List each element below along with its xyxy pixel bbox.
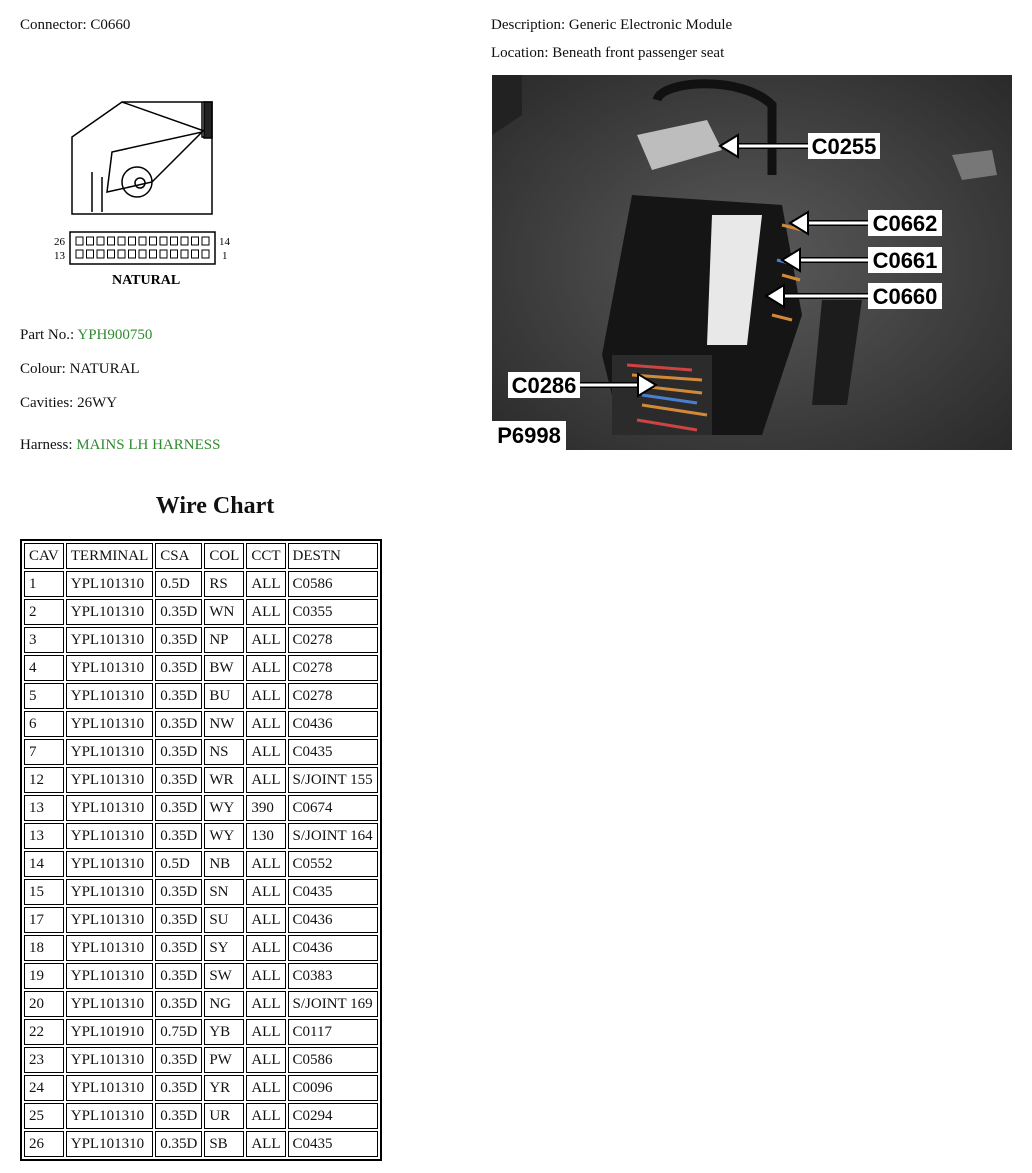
table-row xyxy=(24,991,378,1017)
table-cell: SB xyxy=(204,1131,244,1157)
table-cell: YB xyxy=(204,1019,244,1045)
cavities-label: Cavities: xyxy=(20,395,74,411)
pin-label-1: 1 xyxy=(222,250,228,262)
table-cell: YPL101310 xyxy=(66,907,154,933)
table-cell: 23 xyxy=(24,1047,64,1073)
table-cell: NS xyxy=(204,739,244,765)
table-cell: 0.35D xyxy=(155,991,202,1017)
callout-c0661-label: C0661 xyxy=(872,248,938,273)
table-cell: C0117 xyxy=(288,1019,378,1045)
table-cell: ALL xyxy=(246,711,285,737)
table-cell: S/JOINT 164 xyxy=(288,823,378,849)
wire-chart-body xyxy=(24,571,378,1157)
table-cell: 0.35D xyxy=(155,767,202,793)
table-cell: ALL xyxy=(246,851,285,877)
cavities-line xyxy=(20,395,117,412)
table-cell: C0674 xyxy=(288,795,378,821)
table-cell: YPL101310 xyxy=(66,571,154,597)
table-cell: YPL101310 xyxy=(66,683,154,709)
table-cell: C0436 xyxy=(288,711,378,737)
table-cell: NG xyxy=(204,991,244,1017)
table-cell: 12 xyxy=(24,767,64,793)
pin-label-13: 13 xyxy=(54,250,65,262)
location-label: Location: xyxy=(491,45,549,61)
callout-c0662-label: C0662 xyxy=(872,211,938,236)
table-cell: C0435 xyxy=(288,879,378,905)
connector-drawing xyxy=(52,92,252,292)
table-cell: 20 xyxy=(24,991,64,1017)
table-cell: YPL101310 xyxy=(66,1103,154,1129)
table-cell: ALL xyxy=(246,1131,285,1157)
table-cell: YPL101310 xyxy=(66,991,154,1017)
table-cell: 13 xyxy=(24,795,64,821)
table-cell: 5 xyxy=(24,683,64,709)
table-cell: ALL xyxy=(246,963,285,989)
table-cell: UR xyxy=(204,1103,244,1129)
table-cell: ALL xyxy=(246,627,285,653)
harness-label: Harness: xyxy=(20,437,73,453)
table-row xyxy=(24,683,378,709)
table-row xyxy=(24,823,378,849)
table-cell: SU xyxy=(204,907,244,933)
description-line xyxy=(491,17,732,34)
table-cell: WR xyxy=(204,767,244,793)
table-cell: 19 xyxy=(24,963,64,989)
photo-reference xyxy=(492,421,566,450)
table-cell: YPL101910 xyxy=(66,1019,154,1045)
drawing-colour-label: NATURAL xyxy=(112,273,181,288)
table-cell: C0278 xyxy=(288,683,378,709)
description-value: Generic Electronic Module xyxy=(568,17,733,33)
table-row xyxy=(24,907,378,933)
table-cell: 2 xyxy=(24,599,64,625)
table-cell: 390 xyxy=(246,795,285,821)
table-cell: C0383 xyxy=(288,963,378,989)
table-cell: YPL101310 xyxy=(66,823,154,849)
table-cell: ALL xyxy=(246,571,285,597)
pin-label-26: 26 xyxy=(54,236,65,248)
table-cell: PW xyxy=(204,1047,244,1073)
table-cell: 0.35D xyxy=(155,963,202,989)
table-cell: WY xyxy=(204,823,244,849)
column-header: CAV xyxy=(24,543,64,569)
callout-c0286-label: C0286 xyxy=(511,373,577,398)
harness-link[interactable]: MAINS LH HARNESS xyxy=(76,437,221,453)
column-header: COL xyxy=(204,543,244,569)
table-cell: 0.35D xyxy=(155,1131,202,1157)
table-cell: C0586 xyxy=(288,571,378,597)
table-cell: 13 xyxy=(24,823,64,849)
callout-c0660-label: C0660 xyxy=(872,284,938,309)
table-cell: C0278 xyxy=(288,627,378,653)
table-cell: 24 xyxy=(24,1075,64,1101)
wire-chart-table xyxy=(20,539,382,1161)
table-row xyxy=(24,627,378,653)
table-cell: YPL101310 xyxy=(66,767,154,793)
table-cell: 0.35D xyxy=(155,823,202,849)
table-cell: 0.35D xyxy=(155,739,202,765)
table-cell: NP xyxy=(204,627,244,653)
table-cell: SN xyxy=(204,879,244,905)
table-cell: 25 xyxy=(24,1103,64,1129)
table-cell: YR xyxy=(204,1075,244,1101)
table-cell: YPL101310 xyxy=(66,599,154,625)
table-row xyxy=(24,1019,378,1045)
table-cell: 0.35D xyxy=(155,711,202,737)
table-cell: YPL101310 xyxy=(66,1131,154,1157)
table-cell: NB xyxy=(204,851,244,877)
table-cell: 0.35D xyxy=(155,907,202,933)
table-cell: 0.5D xyxy=(155,571,202,597)
location-line xyxy=(491,45,724,62)
description-label: Description: xyxy=(491,17,566,33)
part-label: Part No.: xyxy=(20,327,75,343)
table-cell: 0.35D xyxy=(155,879,202,905)
table-cell: C0096 xyxy=(288,1075,378,1101)
table-cell: ALL xyxy=(246,991,285,1017)
pin-label-14: 14 xyxy=(219,236,230,248)
table-cell: YPL101310 xyxy=(66,963,154,989)
table-cell: WN xyxy=(204,599,244,625)
table-cell: C0278 xyxy=(288,655,378,681)
table-row xyxy=(24,935,378,961)
table-row xyxy=(24,963,378,989)
table-cell: YPL101310 xyxy=(66,851,154,877)
table-cell: 7 xyxy=(24,739,64,765)
table-cell: RS xyxy=(204,571,244,597)
table-cell: 0.75D xyxy=(155,1019,202,1045)
table-row xyxy=(24,879,378,905)
table-cell: 0.35D xyxy=(155,1047,202,1073)
table-cell: 0.35D xyxy=(155,655,202,681)
table-cell: C0435 xyxy=(288,739,378,765)
table-cell: 0.35D xyxy=(155,795,202,821)
table-cell: YPL101310 xyxy=(66,627,154,653)
table-cell: WY xyxy=(204,795,244,821)
connector-value: C0660 xyxy=(90,17,131,33)
table-row xyxy=(24,851,378,877)
table-cell: 0.5D xyxy=(155,851,202,877)
table-cell: ALL xyxy=(246,655,285,681)
table-cell: SY xyxy=(204,935,244,961)
table-cell: ALL xyxy=(246,1019,285,1045)
table-row xyxy=(24,711,378,737)
table-cell: 130 xyxy=(246,823,285,849)
table-cell: ALL xyxy=(246,1103,285,1129)
table-row xyxy=(24,655,378,681)
table-cell: ALL xyxy=(246,907,285,933)
table-cell: YPL101310 xyxy=(66,1047,154,1073)
table-cell: YPL101310 xyxy=(66,935,154,961)
table-row xyxy=(24,1131,378,1157)
table-cell: 0.35D xyxy=(155,935,202,961)
table-cell: 18 xyxy=(24,935,64,961)
table-cell: 6 xyxy=(24,711,64,737)
table-cell: C0552 xyxy=(288,851,378,877)
connector-latch xyxy=(204,102,212,138)
table-cell: YPL101310 xyxy=(66,795,154,821)
colour-label: Colour: xyxy=(20,361,66,377)
table-row xyxy=(24,599,378,625)
table-row xyxy=(24,1075,378,1101)
table-cell: 0.35D xyxy=(155,599,202,625)
column-header: DESTN xyxy=(288,543,378,569)
table-cell: 0.35D xyxy=(155,1075,202,1101)
table-cell: YPL101310 xyxy=(66,1075,154,1101)
connector-lever xyxy=(107,132,202,192)
table-cell: 0.35D xyxy=(155,683,202,709)
table-cell: SW xyxy=(204,963,244,989)
table-cell: 1 xyxy=(24,571,64,597)
table-cell: C0294 xyxy=(288,1103,378,1129)
wire-chart-title: Wire Chart xyxy=(155,493,275,519)
table-cell: NW xyxy=(204,711,244,737)
location-photo xyxy=(492,75,1012,450)
table-cell: 0.35D xyxy=(155,1103,202,1129)
callout-c0255-label: C0255 xyxy=(811,134,877,159)
table-cell: YPL101310 xyxy=(66,711,154,737)
table-cell: YPL101310 xyxy=(66,655,154,681)
table-cell: ALL xyxy=(246,739,285,765)
lever-pivot xyxy=(122,167,152,197)
table-cell: 3 xyxy=(24,627,64,653)
photo-reference-label: P6998 xyxy=(497,423,561,448)
column-header: CCT xyxy=(246,543,285,569)
table-cell: C0355 xyxy=(288,599,378,625)
table-cell: BU xyxy=(204,683,244,709)
column-header: CSA xyxy=(155,543,202,569)
table-cell: 0.35D xyxy=(155,627,202,653)
table-cell: 4 xyxy=(24,655,64,681)
table-cell: C0436 xyxy=(288,935,378,961)
table-cell: 15 xyxy=(24,879,64,905)
part-line xyxy=(20,327,152,344)
table-cell: ALL xyxy=(246,879,285,905)
table-cell: 26 xyxy=(24,1131,64,1157)
location-value: Beneath front passenger seat xyxy=(552,45,725,61)
table-cell: 14 xyxy=(24,851,64,877)
table-cell: BW xyxy=(204,655,244,681)
table-row xyxy=(24,795,378,821)
table-cell: ALL xyxy=(246,935,285,961)
table-cell: ALL xyxy=(246,599,285,625)
table-cell: YPL101310 xyxy=(66,739,154,765)
connector-line xyxy=(20,17,130,34)
column-header: TERMINAL xyxy=(66,543,154,569)
wire-chart-header-row xyxy=(24,543,378,569)
part-number-link[interactable]: YPH900750 xyxy=(77,327,153,343)
cavities-value: 26WY xyxy=(77,395,118,411)
table-cell: C0436 xyxy=(288,907,378,933)
table-row xyxy=(24,571,378,597)
table-cell: 22 xyxy=(24,1019,64,1045)
table-cell: C0435 xyxy=(288,1131,378,1157)
harness-line xyxy=(20,437,220,454)
colour-value: NATURAL xyxy=(69,361,140,377)
table-row xyxy=(24,767,378,793)
table-cell: S/JOINT 155 xyxy=(288,767,378,793)
connector-housing-outline xyxy=(72,102,212,214)
table-cell: S/JOINT 169 xyxy=(288,991,378,1017)
table-cell: ALL xyxy=(246,683,285,709)
table-row xyxy=(24,1047,378,1073)
table-cell: ALL xyxy=(246,1075,285,1101)
table-cell: ALL xyxy=(246,767,285,793)
table-cell: YPL101310 xyxy=(66,879,154,905)
table-cell: ALL xyxy=(246,1047,285,1073)
table-row xyxy=(24,1103,378,1129)
table-row xyxy=(24,739,378,765)
table-cell: 17 xyxy=(24,907,64,933)
colour-line xyxy=(20,361,140,378)
connector-label: Connector: xyxy=(20,17,87,33)
table-cell: C0586 xyxy=(288,1047,378,1073)
